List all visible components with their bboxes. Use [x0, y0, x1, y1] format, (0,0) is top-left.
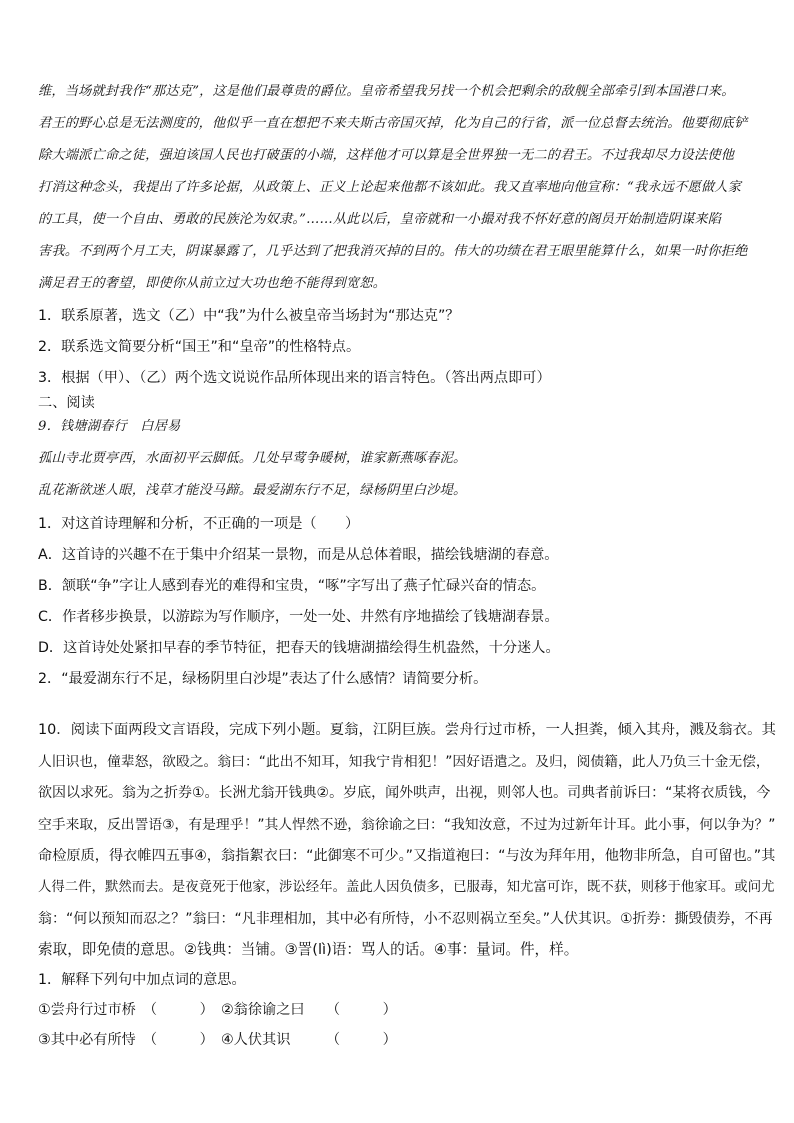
- option-b: B．颔联“争”字让人感到春光的难得和宝贵，“啄”字写出了燕子忙碌兴奋的情态。: [38, 578, 546, 594]
- passage-line: 的工具，使一个自由、勇敢的民族沦为奴隶。”……从此以后，皇帝就和一小撮对我不怀好意的阁员开始制造阴谋来陷: [38, 212, 722, 227]
- passage-line: 除大端派亡命之徒，强迫该国人民也打破蛋的小端，这样他才可以算是全世界独一无二的君王。不过我却尽力设法使他: [38, 148, 735, 163]
- classical-text-line: 空手来取，反出詈语③，有是理乎！”其人悍然不逊，翁徐谕之曰：“我知汝意，不过为过新年计耳。此小事，何以争为？”: [38, 817, 776, 833]
- classical-text-line: 欲因以求死。翁为之折券①。长洲尤翁开钱典②。岁底，闻外哄声，出视，则邻人也。司典者前诉曰：“某将衣质钱，今: [38, 785, 771, 801]
- classical-text-line: 人旧识也，僮辈怒，欲殴之。翁曰：“此出不知耳，知我宁肯相犯！”因好语遣之。及归，阅债籍，此人乃负三十金无偿，: [38, 754, 770, 770]
- question-item: 2．联系选文简要分析“国王”和“皇帝”的性格特点。: [38, 339, 361, 355]
- question-item: 1．解释下列句中加点词的意思。: [38, 972, 246, 988]
- section-title: 二、阅读: [38, 395, 95, 411]
- question-item: 1．联系原著，选文（乙）中“我”为什么被皇帝当场封为“那达克”？: [38, 308, 460, 324]
- option-a: A．这首诗的兴趣不在于集中介绍某一景物，而是从总体着眼，描绘钱塘湖的春意。: [38, 547, 559, 563]
- question-item: 3．根据（甲）、（乙）两个选文说说作品所体现出来的语言特色。（答出两点即可）: [38, 370, 551, 386]
- passage-line: 君王的野心总是无法测度的，他似乎一直在想把不来夫斯古帝国灭掉，化为自己的行省，派一位总督去统治。他要彻底铲: [38, 116, 748, 131]
- question-item: 2．“最爱湖东行不足，绿杨阴里白沙堤”表达了什么感情？请简要分析。: [38, 671, 488, 687]
- fill-blank-line: ①尝舟行过市桥 （ ） ②翁徐谕之曰 （ ）: [38, 1002, 397, 1018]
- passage-line: 害我。不到两个月工夫，阴谋暴露了，几乎达到了把我消灭掉的目的。伟大的功绩在君王眼里能算什么，如果一时你拒绝: [38, 244, 748, 259]
- option-d: D．这首诗处处紧扣早春的季节特征，把春天的钱塘湖描绘得生机盎然，十分迷人。: [38, 640, 560, 656]
- classical-text-line: 命检原质，得衣帷四五事④，翁指絮衣曰：“此御寒不可少。”又指道袍曰：“与汝为拜年用，他物非所急，自可留也。”其: [38, 848, 776, 864]
- poem-line: 乱花渐欲迷人眼，浅草才能没马蹄。最爱湖东行不足，绿杨阴里白沙堤。: [38, 483, 467, 498]
- passage-line: 维，当场就封我作“那达克”，这是他们最尊贵的爵位。皇帝希望我另找一个机会把剩余的敌舰全部牵引到本国港口来。: [38, 84, 735, 99]
- classical-text-line: 人得二件，默然而去。是夜竟死于他家，涉讼经年。盖此人因负债多，已服毒，知尤富可诈，既不获，则移于他家耳。或问尤: [38, 880, 775, 895]
- question-item: 1．对这首诗理解和分析，不正确的一项是（ ）: [38, 516, 360, 532]
- fill-blank-line: ③其中必有所恃 （ ） ④人伏其识 （ ）: [38, 1032, 397, 1048]
- poem-line: 孤山寺北贾亭西，水面初平云脚低。几处早莺争暖树，谁家新燕啄春泥。: [38, 451, 467, 466]
- classical-text-line: 翁：“何以预知而忍之？”翁曰：“凡非理相加，其中必有所恃，小不忍则祸立至矣。”人伏其识。①折券：撕毁债券，不再: [38, 911, 773, 927]
- option-c: C．作者移步换景，以游踪为写作顺序，一处一处、井然有序地描绘了钱塘湖春景。: [38, 609, 559, 625]
- footnote-line: 索取，即免债的意思。②钱典：当铺。③詈(lì)语：骂人的话。④事：量词。件，样。: [38, 941, 579, 958]
- passage-line: 打消这种念头，我提出了许多论据，从政策上、正义上论起来他都不该如此。我又直率地向他宣称：“我永远不愿做人家: [38, 180, 742, 195]
- classical-text-line: 10．阅读下面两段文言语段，完成下列小题。夏翁，江阴巨族。尝舟行过市桥，一人担粪，倾入其舟，溅及翁衣。其: [38, 722, 776, 738]
- passage-line: 满足君王的奢望，即使你从前立过大功也绝不能得到宽恕。: [38, 276, 387, 291]
- poem-title: 9．钱塘湖春行 白居易: [38, 419, 181, 434]
